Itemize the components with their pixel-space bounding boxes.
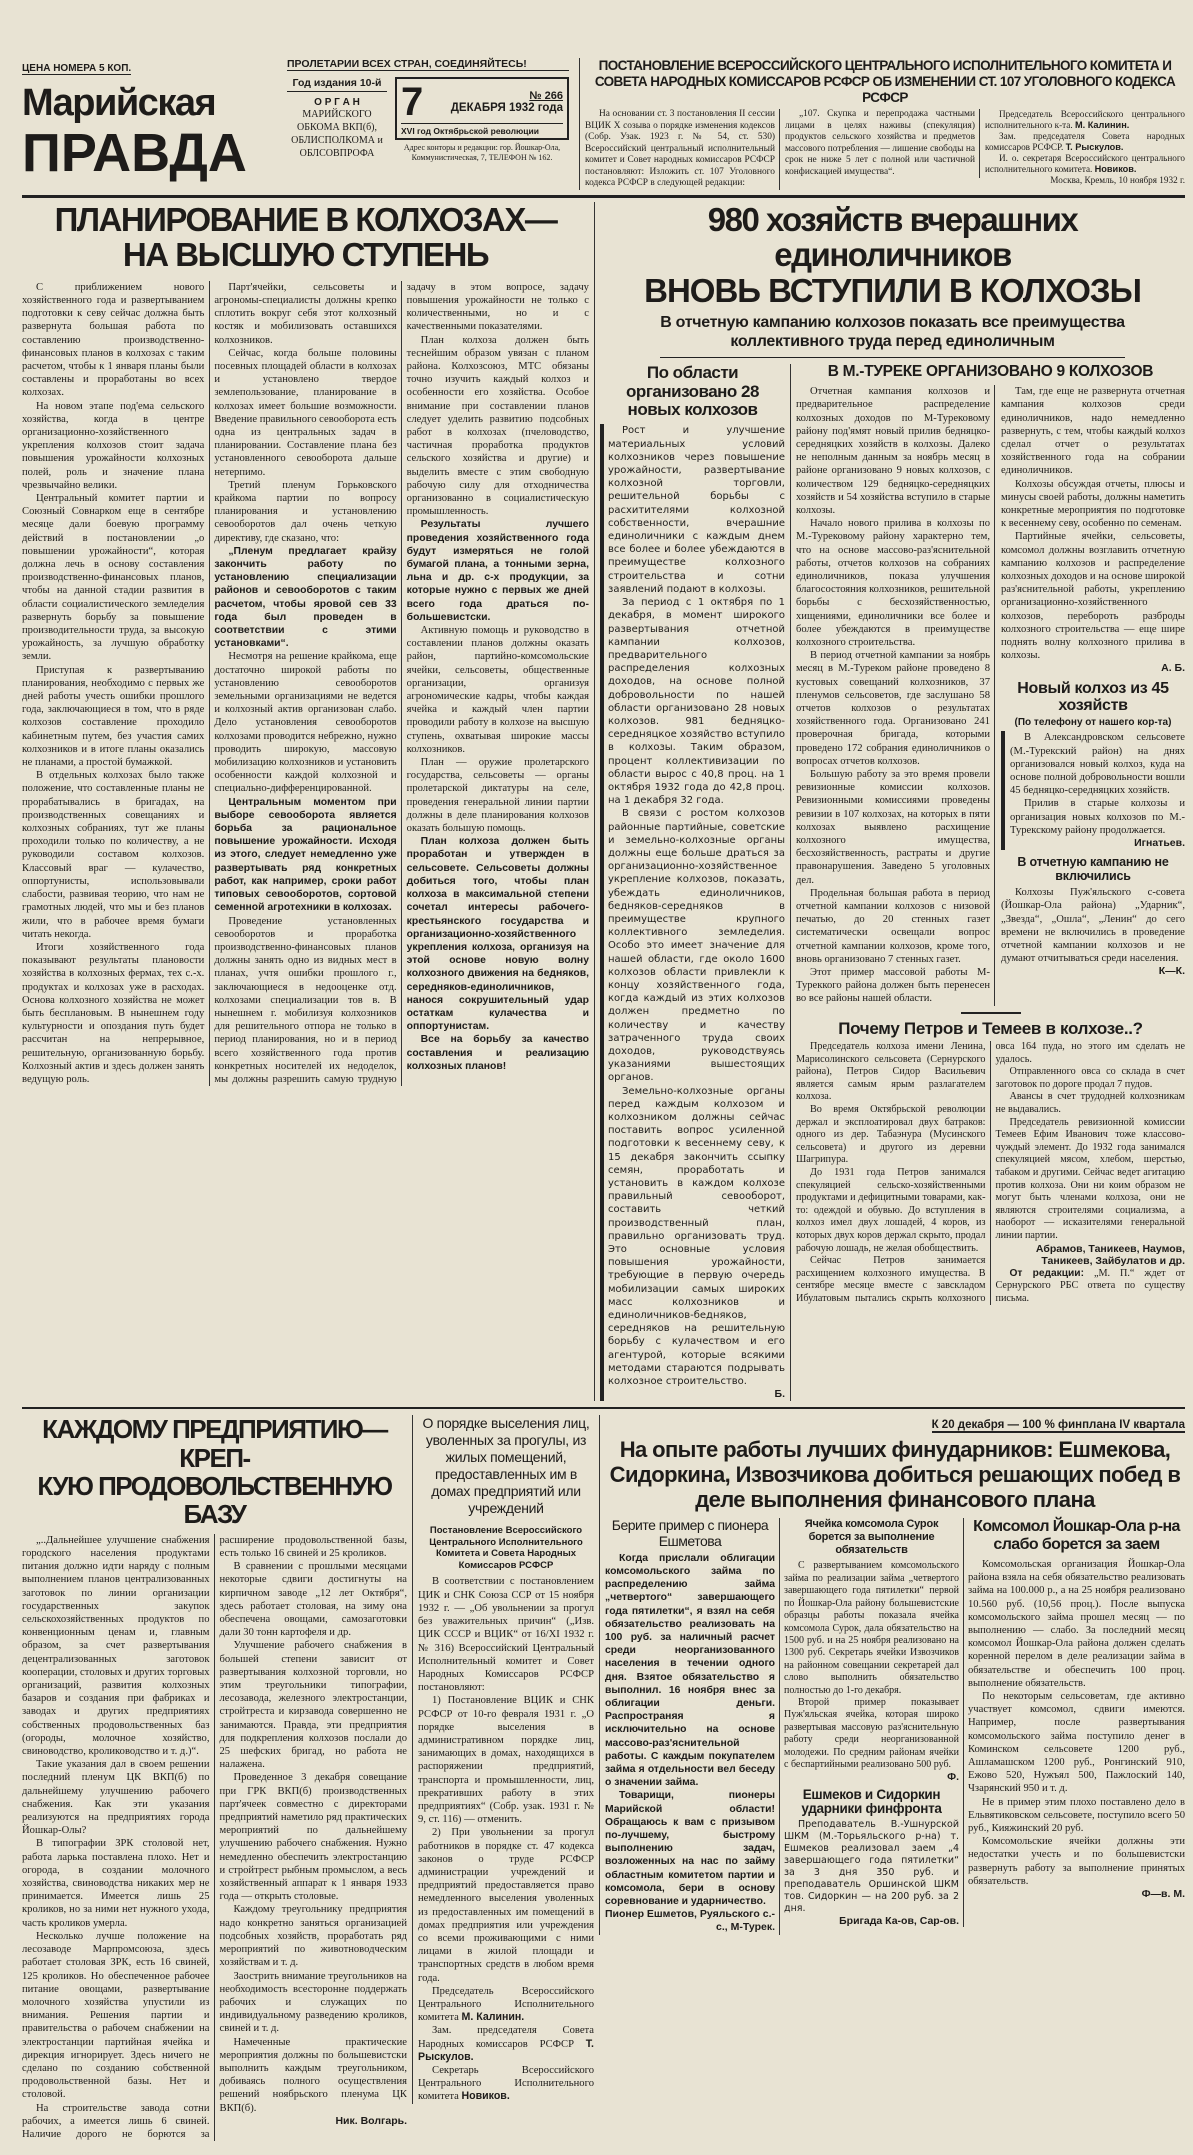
price: ЦЕНА НОМЕРА 5 КОП. bbox=[22, 63, 132, 74]
organ-label: О Р Г А Н bbox=[314, 97, 360, 108]
main-subhead: В отчетную кампанию колхозов показать все преимущества коллективного труда перед единоличным bbox=[660, 314, 1125, 351]
main-headline-1: 980 хозяйств вчерашних единоличников bbox=[707, 200, 1078, 274]
mtureka-headline: В М.-ТУРЕКЕ ОРГАНИЗОВАНО 9 КОЛХОЗОВ bbox=[827, 363, 1154, 381]
decree-sig1-name: М. Калинин. bbox=[1074, 120, 1130, 130]
paragraph: Проведенное 3 декабря совещание при ГРК ВКП(б) производственных парт'ячеек совместно с директорами предприятий наметило ряд практических мероприятий по дальнейшему улучшению рабочего снабжения. Нужно немедленно обеспечить электростанцию и стройтрест рыбным промыслом, а весь хозяйственный аппарат к 1 января 1933 года — открыть столовые. bbox=[219, 1772, 407, 1903]
paragraph: Отправленного овса со склада в счет заготовок по дороге продал 7 пудов. bbox=[995, 1066, 1185, 1090]
paragraph: Парт'ячейки, сельсоветы и агрономы-специалисты должны крепко сплотить вокруг себя этот колхозный костяк и мобилизовать оставшихся колхозников. bbox=[214, 281, 397, 346]
paragraph: Авансы в счет трудодней колхозникам не выдавались. bbox=[995, 1091, 1185, 1115]
komsomol-article bbox=[964, 1518, 1185, 1901]
paragraph-bold: Результаты лучшего проведения хозяйственного года будут измеряться не голой бумагой плана, а тонными зерна, льна и др. с-х продукции, за которые нужно с первых же дней всего года драться по-большевистски. bbox=[406, 519, 589, 623]
paragraph: Несколько лучше положение на лесозаводе Марпромсоюза, здесь работает столовая ЗРК, есть 16 свиней, 125 кроликов. Но обеспеченное рабочее питание овощами, развертывание молочного хозяйства упустили из внимания. Решения партии и правительства о рабочем снабжении на электростанции партийная ячейка и дирекция игнорирует. Здесь ничего не сделано по созданию собственной продовольственной базы. Нет и столовой. bbox=[22, 1930, 210, 2101]
paragraph: Колхозы Пуж'яльского с-совета (Йошкар-Ола района) „Ударник“, „Звезда“, „Ошла“, „Ленин“ до сего времени не включились в проведение отчетной кампании колхозов и не думают отчитываться среди населения. bbox=[1001, 887, 1185, 965]
decree-article bbox=[579, 58, 1185, 190]
new-kolkhoz-subhead: (По телефону от нашего кор-та) bbox=[1014, 717, 1172, 729]
petrov-signatures: Абрамов, Таникеев, Наумов, Таникеев, Зайбулатов и др. bbox=[1035, 1242, 1185, 1268]
paragraph: С развертыванием комсомольского займа по реализации займа „четвертого завершающего года пятилетки“ первой по Йошкар-Ола району большевистские образцы работы показала ячейка комсомола Сурок, дала обязательство на 1500 руб. и на 25 ноября реализовано на 1300 руб. Секретарь ячейки Извозчиков на районном совещании секретарей дал слово выполнить обязательство полностью до 1-го декабря. bbox=[784, 1560, 959, 1696]
eviction-sig3-role: Секретарь Всероссийского Центрального Исполнительного комитета bbox=[418, 2065, 594, 2103]
planning-article-body bbox=[22, 281, 589, 1086]
paragraph-bold: План колхоза должен быть проработан и утвержден в сельсовете. Сельсоветы должны добиться того, чтобы план колхоза в максимальной степени сочетал интересы рабочего-крестьянского государства и организационно-хозяйственного укрепления колхоза, организуя на этой основе новую волну колхозного движения на бедняков, середняков-единоличников, нанося сокрушительный удар остаткам кулачества и оппортунистам. bbox=[406, 836, 589, 1033]
eviction-subhead: Постановление Всероссийского Центрального Исполнительного Комитета и Совета Народных Комиссаров РСФСР bbox=[429, 1525, 583, 1571]
revolution-year: XVI год Октябрьской революции bbox=[401, 123, 563, 136]
paragraph: Начало нового прилива в колхозы по М.-Турековому району характерно тем, что на основе массово-раз'яснительной работы, отчетов колхозов на собраниях единоличников, показа улучшения благосостояния колхозников, решительной борьбы с бесхозяйственностью, хищениями, единоличники все более и более убеждаются в преимуществе колхозного строительства. bbox=[796, 518, 990, 648]
eviction-sig1-name: М. Калинин. bbox=[461, 2011, 525, 2024]
organ-block bbox=[287, 77, 387, 160]
paragraph: На строительстве завода сотни рабочих, а имеется лишь 6 свиней. Наличие дорого не борются за расширение продовольственной базы, есть только 16 свиней и 25 кроликов. bbox=[22, 1534, 407, 2140]
divider bbox=[22, 1407, 1185, 1409]
finance-kicker: К 20 декабря — 100 % финплана IV квартала bbox=[931, 1419, 1185, 1432]
paragraph: Во время Октябрьской революции держал и эксплоатировал двух батраков: одного из дер. Табаэнура (Мусинского сельсовета) и другого из деревни Шагрипура. bbox=[796, 1103, 986, 1166]
paragraph: По некоторым сельсоветам, где активно участвует комсомол, сдвиги имеются. Например, после развертывания комсомольского займа поступило денег в Коминском сельсовете 1200 руб., Ашламашском 1200 руб., Ронгинский 910, Ежово 520, Нужъял 500, Пажлоский 140, Чзарянский 950 и т. д. bbox=[968, 1691, 1185, 1795]
not-included-signature: К—К. bbox=[1158, 965, 1185, 978]
food-headline-2: КУЮ ПРОДОВОЛЬСТВЕННУЮ БАЗУ bbox=[37, 1470, 392, 1529]
eviction-headline: О порядке выселения лиц, уволенных за прогулы, из жилых помещений, предоставленных им в домах предприятий или учреждений bbox=[422, 1415, 590, 1517]
petrov-headline: Почему Петров и Темеев в колхозе..? bbox=[838, 1018, 1143, 1038]
right-stack bbox=[791, 364, 1185, 1305]
pioneer-signature: Пионер Ешметов, Руяльского с.-с., М-Турек. bbox=[605, 1908, 776, 1934]
eviction-sig1-role: Председатель Всероссийского Центрального Исполнительного комитета bbox=[418, 1985, 594, 2024]
decree-sig2-name: Т. Рыскулов. bbox=[1065, 142, 1124, 152]
pioneer-article bbox=[605, 1518, 780, 1934]
paragraph: Несмотря на решение крайкома, еще достаточно широкой работы по установлению севооборотов земельными организациями не ведется и колхозный актив организован слабо. Дело установления севооборотов колхозами проводится небрежно, нужно проводить широкую, массовую мобилизацию колхозников и установить особенности каждой колхозной и специально-дифференцированной. bbox=[214, 651, 397, 795]
surok-headline: Ячейка комсомола Сурок борется за выполнение обязательств bbox=[804, 1518, 939, 1557]
main-headline-block bbox=[600, 202, 1185, 352]
eshmekov-signature: Бригада Ка-ов, Сар-ов. bbox=[839, 1914, 959, 1927]
decree-sig3-role: И. о. секретаря Всероссийского центрального исполнительного комитета. bbox=[985, 153, 1185, 174]
paragraph: До 1931 года Петров занимался спекуляцией сельско-хозяйственными продуктами и дефицитными товарами, как-то: одеждой и обувью. До вступления в колхоз имел двух лошадей, 4 коров, из которых двух коров держал скрыто, продал рабочую лошадь, не желая обобществить. bbox=[796, 1166, 986, 1254]
paragraph: В соответствии с постановлением ЦИК и СНК Союза ССР от 15 ноября 1932 г. — „Об увольнении за прогул без уважительных причин“ („Изв. ЦИК СССР и ВЦИК“ от 16/XI 1932 г. № 316) Всероссийский Центральный Исполнительный комитет и Совет Народных Комиссаров РСФСР постановляют: bbox=[418, 1576, 594, 1694]
eviction-article bbox=[412, 1415, 599, 2103]
organ-lines: МАРИЙСКОГО ОБКОМА ВКП(б), ОБЛИСПОЛКОМА и ОБЛСОВПРОФА bbox=[291, 109, 383, 159]
paragraph: Колхозы обсуждая отчеты, плюсы и минусы своей работы, должны наметить конкретные мероприятия по подготовке к весеннему севу, особенно по семенам. bbox=[1001, 478, 1185, 530]
paragraph: Партийные ячейки, сельсоветы, комсомол должны возглавить отчетную кампанию колхозов и распределение колхозных доходов и на основе широкой раз'яснительной работы, укреплению организационно-хозяйственного колхозов, перебороть разброды колхозного строительства — еще шире поднять волну колхозного прилива в колхозы. bbox=[1001, 531, 1185, 662]
paragraph: 1) Постановление ВЦИК и СНК РСФСР от 10-го февраля 1931 г. „О порядке выселения в административном порядке лиц, занимающих в домах, находящихся в распоряжении предприятий, транспорта и промышленности, лиц, прекративших работу в этих предприятиях“ (Собр. узак. 1931 г. № 9, ст. 116) — отменить. bbox=[418, 1695, 594, 1826]
paragraph: В типографии ЗРК столовой нет, работа ларька поставлена плохо. Нет и огорода, в создании молочного хозяйства, свиноводства никаких мер не принимается. Имеется лишь 25 кроликов, но за ними нет нужного ухода, часть кроликов умерла. bbox=[22, 1838, 210, 1929]
editor-label: От редакции: bbox=[1009, 1267, 1084, 1279]
food-article bbox=[22, 1415, 412, 2141]
paragraph: Преподаватель В.-Ушнурской ШКМ (М.-Торьяльского р-на) т. Ешмеков реализовал заем „4 завершающего года пятилетки“ за 3 дня 350 руб. и преподаватель Оршинской ШКМ тов. Сидоркин — на 200 руб. за 2 дня. bbox=[784, 1818, 959, 1914]
region-signature: Б. bbox=[774, 1388, 785, 1401]
paragraph: Председатель колхоза имени Ленина, Марисолинского сельсовета (Сернурского района), Петров Сидор Васильевич является самым ярым разлагателем колхоза. bbox=[796, 1041, 986, 1103]
paragraph: С приближением нового хозяйственного года и развертыванием подготовки к севу сейчас должна быть развернута большая работа по составлению производственно-финансовых планов в колхозах с таким расчетом, чтобы к 1 января планы были составлены и проработаны во всех колхозах. bbox=[22, 281, 205, 399]
eshmekov-article bbox=[784, 1788, 959, 1927]
masthead-block bbox=[22, 58, 277, 182]
komsomol-signature: Ф—в. М. bbox=[1141, 1888, 1185, 1901]
paragraph: Комсомольские ячейки должны эти недостатки учесть и по большевистски развернуть работу за выполнение принятых обязательств. bbox=[968, 1836, 1185, 1887]
region-headline: По области организовано 28 новых колхозов bbox=[626, 363, 759, 420]
paragraph: Приступая к развертыванию планирования, необходимо с первых же дней работы учесть ошибки прошлого года, заключающиеся в том, что в ряде колхозов составление проходило кабинетным путем, без участия самих колхозников и в итоге планы оказались не планами, а простой бумажкой. bbox=[22, 664, 205, 769]
slogan: ПРОЛЕТАРИИ ВСЕХ СТРАН, СОЕДИНЯЙТЕСЬ! bbox=[287, 58, 569, 71]
paragraph: Не в пример этим плохо поставлено дело в Ельвятиковском сельсовете, поступило всего 50 руб., Кияжинский 20 руб. bbox=[968, 1796, 1185, 1835]
date-box bbox=[395, 77, 569, 140]
eshmekov-headline: Ешмеков и Сидоркин ударники финфронта bbox=[801, 1786, 942, 1817]
date-day: 7 bbox=[401, 80, 423, 124]
paragraph: Рост и улучшение материальных условий колхозников через повышение урожайности, развертывание колхозной торговли, решительной борьбы с расхитителями колхозной собственности, вчерашние единоличники с каждым днем все более и более убеждаются в преимуществе колхозного строительства и сотни заявлений подают в колхозы. bbox=[608, 425, 785, 595]
paragraph: Заострить внимание треугольников на необходимость всесторонне поддержать рабочих и служащих по индивидуальному разведению кроликов, свиней и т. д. bbox=[219, 1970, 407, 2035]
eviction-sig3-name: Новиков. bbox=[461, 2090, 510, 2103]
divider bbox=[961, 1012, 1021, 1014]
year-of-publication: Год издания 10-й bbox=[287, 77, 387, 92]
paragraph: Отчетная кампания колхозов и предварительное распределение колхозных доходов по М-Турековому району под'ямят новый прилив бедняцко-середняцких хозяйств в колхозы. Далеко не неполным данным за ноябрь месяц в районе организовано 9 новых колхозов, с количеством 129 бедняцко-середняцких хозяйств и 54 хозяйства вступило в старые колхозы. bbox=[796, 386, 990, 516]
paragraph: План колхоза должен быть теснейшим образом увязан с планом района. Колхозсоюз, МТС обязаны точно изучить каждый колхоз и особенности его хозяйства. Особое внимание при составлении планов следует уделить развитию подсобных работ в колхозах (пчеловодство, частичная проработка продуктов сельского хозяйства и другие) и выделить вместе с этим свободную рабочую силу для отходничества организованно в социалистическую промышленность. bbox=[406, 334, 589, 518]
new-kolkhoz-headline: Новый колхоз из 45 хозяйств bbox=[1017, 679, 1169, 714]
main-right bbox=[594, 202, 1185, 1402]
decree-sig2-role: Зам. председателя Совета народных комиссаров РСФСР. bbox=[985, 131, 1185, 152]
food-headline-1: КАЖДОМУ ПРЕДПРИЯТИЮ—КРЕП- bbox=[42, 1414, 387, 1473]
paragraph: Такие указания дал в своем решении последний пленум ЦК ВКП(б) по дальнейшему улучшению рабочего снабжения. Как эти указания реализуются на предприятиях города Йошкар-Олы? bbox=[22, 1759, 210, 1837]
decree-sig3-name: Новиков. bbox=[1094, 164, 1137, 174]
paragraph: Сейчас Петров занимается расхищением колхозного имущества. В сентябре месяце вместе с завскладом Ибулатовым пытались скрыть колхозного овса 164 пуда, но этого им сделать не удалось. bbox=[796, 1041, 1185, 1304]
pioneer-headline: Берите пример с пионера Ешметова bbox=[611, 1517, 769, 1549]
top-section bbox=[22, 202, 1185, 1402]
decree-text-2: „107. Скупка и перепродажа частными лицами в целях наживы (спекуляция) продуктов сельского хозяйства и предметов массового потребления — лишение свободы на срок не ниже 5 лет с полной или частичной конфискацией имущества“. bbox=[785, 109, 975, 177]
divider bbox=[22, 195, 1185, 198]
divider bbox=[660, 357, 1125, 358]
decree-place-date: Москва, Кремль, 10 ноября 1932 г. bbox=[1050, 175, 1185, 185]
paragraph: Улучшение рабочего снабжения в большей степени зависит от развертывания колхозной торговли, но этим треугольники типографии, лесозавода, железного электростанции, стройтреста и кирзавода совершенно не занимаются. Правда, эти предприятия для подкрепления колхозов послали до 25 шефских бригад, но работа не налажена. bbox=[219, 1640, 407, 1771]
finance-section bbox=[599, 1415, 1185, 1934]
food-signature: Ник. Волгарь. bbox=[335, 2114, 407, 2127]
surok-article bbox=[780, 1518, 964, 1926]
paragraph: Земельно-колхозные органы перед каждым колхозом и колхозником должны сейчас поставить вопрос усиленной подготовки к весеннему севу, к 15 декабря закончить ссыпку семян, проработать и установить в каждом колхозе правильный севооборот, составить четкий производственный план, правильно организовать труд. Это основные условия повышения урожайности, требующие в первую очередь мобилизации самых широких масс колхозников и единоличников-бедняков, середняков на решительную борьбу с кулачеством и его агентурой, которые всякими методами стараются подрывать колхозное строительство. bbox=[608, 1085, 785, 1388]
paragraph: Проведение установленных севооборотов и проработка производственно-финансовых планов должны занять одно из видных мест в планах, учтя ошибки прошлого г., заключающиеся в недооценке отд. колхозами специализации тов в. В нынешнем г. мобилизуя колхозников для решительного отпора не только в период планирования, но и в период всего хозяйственного года против конкретных носителей их недоделок, мы должны разрешить самую трудную задачу в этом вопросе, задачу повышения урожайности не только с количественными, но и с качественными показателями. bbox=[214, 281, 589, 1085]
masthead-line2: ПРАВДА bbox=[22, 123, 247, 183]
paragraph: Намеченные практические мероприятия должны по большевистски выполнить каждым треугольником, добиваясь полного осуществления решений ноябрьского пленума ЦК ВКП(б). bbox=[219, 2036, 407, 2114]
not-included-article bbox=[1001, 856, 1185, 978]
new-kolkhoz-article bbox=[1001, 680, 1185, 851]
address: Адрес конторы и редакции: гор. Йошкар-Ола, Коммунистическая, 7, ТЕЛЕФОН № 162. bbox=[403, 143, 561, 162]
date-block bbox=[395, 77, 569, 162]
eviction-sig2-name: Т. Рыскулов. bbox=[418, 2037, 594, 2063]
paragraph: Второй пример показывает Пуж'яльская ячейка, которая широко развертывая массовую раз'яснительную работу среди неорганизованной молодежи. По средним районам ячейки с беспартийными реализовано 500 руб. bbox=[784, 1696, 959, 1770]
masthead-line1: Марийская bbox=[22, 82, 216, 124]
paragraph: На новом этапе под'ема сельского хозяйства, когда в центре организационно-хозяйственного укрепления колхозов стоит задача повышения урожайности колхозных полей, роль и значение плана чрезвычайно велики. bbox=[22, 400, 205, 491]
paragraph: План — оружие пролетарского государства, сельсоветы — органы пролетарской диктатуры на селе, проведения генеральной линии партии должны в деле планирования колхозов оказать большую помощь. bbox=[406, 757, 589, 835]
quote: „Пленум предлагает крайзу закончить работу по установлению специализации районов и севооборотов с таким расчетом, чтобы яровой сев 33 года был проведен в соответствии с этими установками“. bbox=[214, 545, 397, 650]
editor-note: „М. П.“ ждет от Сернурского РБС ответа по существу письма. bbox=[995, 1267, 1185, 1304]
paragraph: Этот пример массовой работы М-Туреккого района должен быть перенесен во все районы нашей области. bbox=[796, 967, 990, 1005]
paragraph: В сравнении с прошлыми месяцами некоторые сдвиги достигнуты на кирпичном заводе „12 лет Октября“, здесь работает столовая, на зиму она обеспечена овощами, самозаготовки дали 30 тонн картофеля и др. bbox=[219, 1561, 407, 1639]
decree-sig1-role: Председатель Всероссийского центрального исполнительного к-та. bbox=[985, 109, 1185, 130]
date-month-year: ДЕКАБРЯ 1932 года bbox=[450, 102, 563, 114]
paragraph: В период отчетной кампании за ноябрь месяц в М.-Туреком районе проведено 8 кустовых совещаний колхозников, 37 пленумов сельсоветов, где заслушано 58 отчетов колхозов о результатах хозяйственного года. Организовано 241 проверочная бригада, которыми проведено 172 собрания единоличников о вопросах отчетов колхозов. bbox=[796, 650, 990, 767]
bottom-section bbox=[22, 1415, 1185, 2141]
paragraph: Комсомольская организация Йошкар-Ола района взяла на себя обязательство реализовать займа на 100.000 р., а на 25 ноября реализовано 10.560 руб. (10,56 проц.). После выпуска комсомольского займа прошел месяц — по выполнению — слабо. За последний месяц комсомол Йошкар-Ола района должен сделать коренной перелом в деле реализации займа в обязательстве и обеспечить 100 проц. выполнение обязательств. bbox=[968, 1559, 1185, 1689]
paragraph-bold: Центральным моментом при выборе севооборота является борьба за рациональное повышение урожайности. Исходя из этого, следует немедленно уже развертывать ряд конкретных работ, как например, сроки работ типовых севооборотов, сортовой семенной агротехники в колхозах. bbox=[214, 796, 397, 914]
paragraph: Председатель ревизионной комиссии Темеев Ефим Иванович тоже классово-чуждый элемент. До 1932 года занимался спекуляцией мясом, хлебом, шерстью, табаком и другими. Сейчас ведет агитацию против колхоза. Они ни коим образом не могут быть членами колхоза, они не являются строителями социализма, а наоборот — исказителями генеральной линии партии. bbox=[995, 1116, 1185, 1241]
paragraph: Сейчас, когда больше половины посевных площадей области в колхозах и установлено твердое землепользование, планирование в колхозах имеет большие возможности. Введение правильного севооборота есть одна из центральных задач в планировании. Составление плана без установленного севооборота дальше нетерпимо. bbox=[214, 347, 397, 478]
issue-number: № 266 bbox=[529, 90, 563, 102]
paragraph: Прилив в старые колхозы и организация новых колхозов по М.-Турекскому району продолжается. bbox=[1010, 798, 1185, 836]
mtureka-signature: А. Б. bbox=[1161, 662, 1185, 675]
region-article bbox=[600, 364, 791, 1401]
paragraph: Центральный комитет партии и Союзный Совнарком еще в сентябре месяце дали боевую программу действий в постановлении „о повышении урожайности“, которая должна лечь в основу составления производственно-финансовых планов, чтобы на данной стадии развития в области социалистического земледелия развернуть борьбу за повышение производительности труда, за высокую урожайность, за лучшую обработку земли. bbox=[22, 493, 205, 663]
masthead-logo bbox=[22, 82, 277, 182]
eviction-sig2-role: Зам. председателя Совета Народных комиссаров РСФСР bbox=[418, 2025, 594, 2050]
paragraph: Третий пленум Горьковского крайкома партии по вопросу планирования и установлению севооборотов дал очень четкую директиву, где сказано, что: bbox=[214, 479, 397, 544]
petrov-article bbox=[796, 1020, 1185, 1306]
paragraph: Активную помощь и руководство в составлении планов должны оказать район, партийно-комсомольские ячейки, сельсоветы, общественные организации, организуя агрономические кадры, чтобы каждая ячейка и каждый член партии проводили работу в колхозе на высшую ступень, охватывая широкие массы колхозников. bbox=[406, 625, 589, 755]
paragraph: В Александровском сельсовете (М.-Турекский район) на днях организовался новый колхоз, куда на основе полной добровольности вошли 45 бедняцко-середняцких хозяйств. bbox=[1010, 732, 1185, 797]
header bbox=[22, 58, 1185, 190]
decree-text-1: На основании ст. 3 постановления II сессии ВЦИК X созыва о порядке изменения кодексов (Собр. Узак. 1923 г. № 54, ст. 530) Всероссийский центральный исполнительный комитет и Совет народных комиссаров РСФСР постановляют: Изложить ст. 107 Уголовного кодекса РСФСР в следующей редакции: bbox=[585, 109, 775, 188]
paragraph: Большую работу за это время провели ревизионные комиссии колхозов. Ревизионными комиссиями проведены ревизии в 107 колхозах, на которых в пяти колхозах выявлено расхищение колхозного имущества, бесхозяйственность, растраты и другие правонарушения. Заведено 5 уголовных дел. bbox=[796, 769, 990, 886]
planning-headline-2: НА ВЫСШУЮ СТУПЕНЬ bbox=[122, 236, 489, 274]
paragraph: Продельная большая работа в период отчетной кампании колхозов с низовой печатью, до 20 стенных газет систематически освещали вопрос отчетной кампании колхозов, кроме того, вновь организовано 7 стенных газет. bbox=[796, 887, 990, 965]
closing-slogan: Все на борьбу за качество составления и реализацию колхозных планов! bbox=[406, 1034, 589, 1072]
new-kolkhoz-signature: Игнатьев. bbox=[1134, 836, 1185, 849]
paragraph: Каждому треугольнику предприятия надо конкретно заняться организацией подсобных хозяйств, проработать ряд мероприятий по животноводческим хозяйствам и т. д. bbox=[219, 1904, 407, 1969]
paragraph: В отдельных колхозах было также положение, что составленные планы не прорабатывались в бригадах, на производственных совещаниях и колхозных собраниях, тут же планы проходили только по количеству, а не руководили составом колхозов. Классовый враг — кулачество, оппортунисты, использовывали слабости, развивая теорию, что нам не грамотных людей, что мы и без планов жили, что в рабочее время бумаги читать некогда. bbox=[22, 770, 205, 940]
paragraph: За период с 1 октября по 1 декабря, в момент широкого развертывания отчетной кампании колхозов, предварительного распределения колхозных доходов, на основе полной добровольности по нашей области организовано 28 новых колхозов. 981 бедняцко-середняцкое хозяйство вступило в колхозы. Таким образом, процент коллективизации по области вырос с 40,8 проц. на 1 октября 1932 года до 42,8 проц. на 1 декабря 32 года. bbox=[608, 597, 785, 807]
paragraph: Итоги хозяйственного года показывают результаты плановости хозяйства в колхозных фермах, тех с.-х. продуктах и колхозах уже в расходах. Основа колхозного хозяйства не может быть бесплановым. В нынешнем году культурности и опоздания путь будет рассчитан на непрерывное, решительную, организованную борьбу. Колхозный актив и здесь должен занять ведущую роль. bbox=[22, 941, 205, 1085]
planning-headline-1: ПЛАНИРОВАНИЕ В КОЛХОЗАХ— bbox=[54, 200, 557, 238]
paragraph: В связи с ростом колхозов районные партийные, советские и земельно-колхозные органы должны еще больше драться за организационно-хозяйственное укрепление колхозов, показать, убеждать единоличников, бедняков-середняков в преимуществе крупного коллективного земледелия. Особо это имеет значение для нашей области, где около 1600 колхозов области привлекли к концу хозяйственного года, когда каждый из этих колхозов должен предметно по количеству и качеству затраченного труда своих доходов, руководствуясь указаниями вышестоящих органов. bbox=[608, 808, 785, 1084]
finance-headline: На опыте работы лучших финударников: Ешмекова, Сидоркина, Извозчикова добиться решающих побед в деле выполнения финансового плана bbox=[609, 1437, 1181, 1513]
planning-article bbox=[22, 202, 594, 1087]
komsomol-headline: Комсомол Йошкар-Ола р-на слабо борется за заем bbox=[973, 1518, 1180, 1553]
paragraph: 2) При увольнении за прогул работников в порядке ст. 47 кодекса законов о труде РСФСР администрации учреждений и предприятий предоставляется право немедленного выселения уволенных из предоставленных им помещений в домах предприятия или учреждения со всеми проживающими с ними лицами в жилой площади и транспортных средств в любом время года. bbox=[418, 1827, 594, 1984]
food-article-body bbox=[22, 1534, 407, 2141]
paragraph: Когда прислали облигации комсомольского займа по распределению займа „четвертого“ завершающего года пятилетки“, я взял на себя обязательство реализовать на 100 руб. за наличный расчет среди неорганизованного населения в течении одного дня. Взятое обязательство я выполнил. 16 ноября внес за облигации деньги. Распространяя я исключительно на основе массово-раз'яснительной работы. С каждым покупателем займа я отдельности вел беседу о значении займа. bbox=[605, 1552, 775, 1789]
not-included-headline: В отчетную кампанию не включились bbox=[1017, 855, 1169, 883]
surok-signature: Ф. bbox=[947, 1771, 959, 1784]
paragraph: Там, где еще не развернута отчетная кампания колхозов среди единоличников, надо немедленно развернуть, с тем, чтобы каждый колхоз сделал отчет о результатах хозяйственного года на собрании единоличников. bbox=[1001, 386, 1185, 477]
paragraph: „..Дальнейшее улучшение снабжения городского населения продуктами питания должно идти наряду с полным выполнением планов централизованных заготовок по линии организации государственных закупок сельскохозяйственных продуктов по конвенционным ценам и, главным образом, за счет развертывания децентрализованных заготовок кооперации, столовых и других торговых организаций, развития колхозных базаров и создания при фабриках и заводах и других предприятиях собственных продовольственных баз (огороды, молочное хозяйство, свиноводство, кролиководство и т. д.)“. bbox=[22, 1534, 210, 1758]
main-headline-2: ВНОВЬ ВСТУПИЛИ В КОЛХОЗЫ bbox=[644, 271, 1141, 309]
paragraph: Товарищи, пионеры Марийской области! Обращаюсь к вам с призывом по-лучшему, быстрому выполнению задач, возложенных на нас по займу областным комитетом партии и комсомола, бери в основу соревнование и ударничество. bbox=[605, 1790, 775, 1907]
decree-title: ПОСТАНОВЛЕНИЕ ВСЕРОССИЙСКОГО ЦЕНТРАЛЬНОГО ИСПОЛНИТЕЛЬНОГО КОМИТЕТА И СОВЕТА НАРОДНЫХ КОМИССАРОВ РСФСР ОБ ИЗМЕНЕНИИ СТ. 107 УГОЛОВНОГО КОДЕКСА РСФСР bbox=[594, 58, 1176, 105]
mtureka-article bbox=[796, 364, 1185, 1005]
header-middle bbox=[287, 58, 569, 162]
